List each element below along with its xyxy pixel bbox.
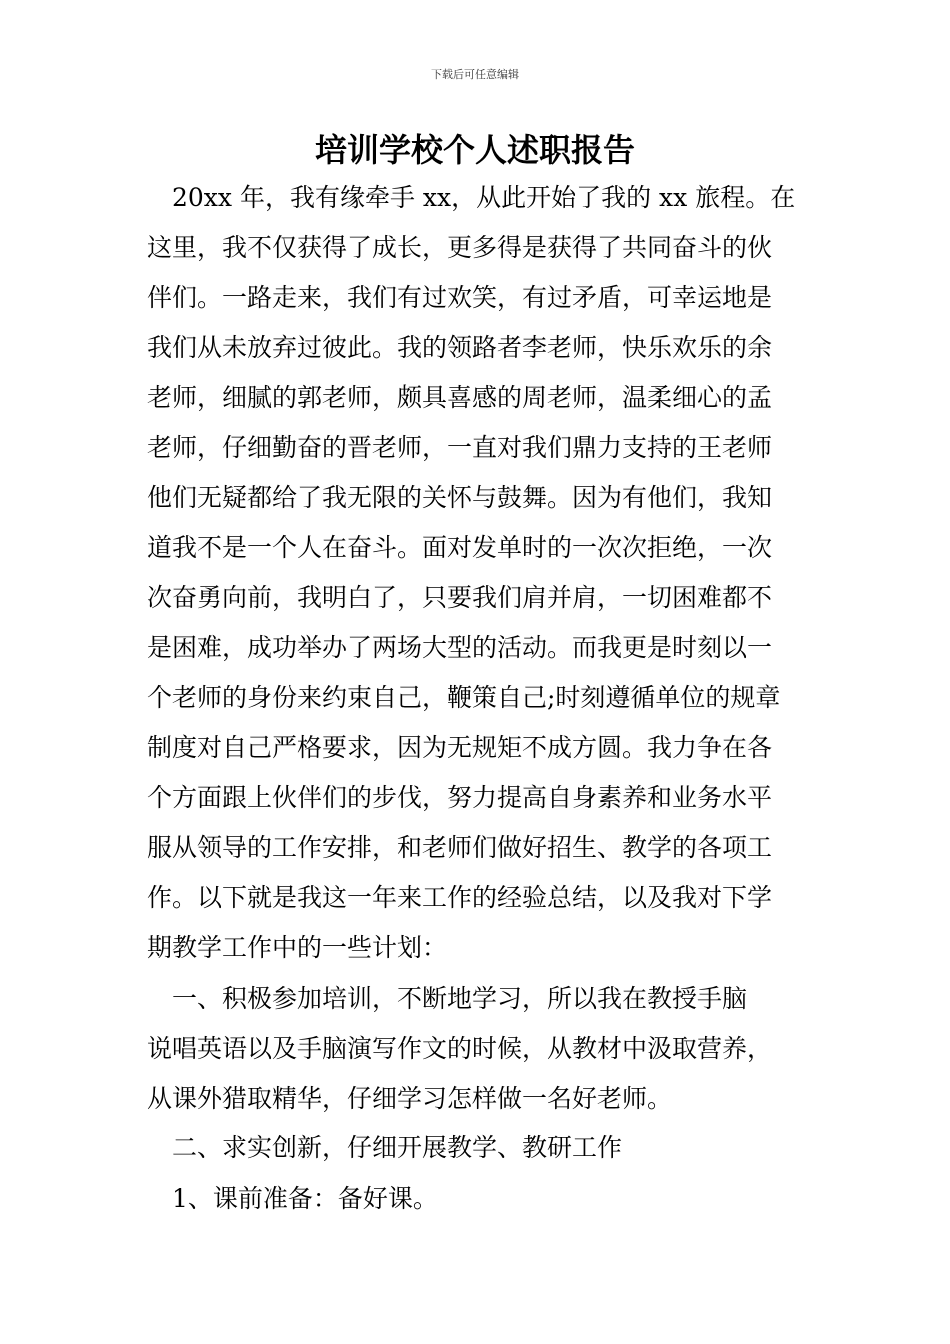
body-line: 从课外猎取精华，仔细学习怎样做一名好老师。 xyxy=(147,1084,673,1113)
body-line: 他们无疑都给了我无限的关怀与鼓舞。因为有他们，我知 xyxy=(147,483,773,512)
body-line: 服从领导的工作安排，和老师们做好招生、教学的各项工 xyxy=(147,833,773,862)
body-line: 我们从未放弃过彼此。我的领路者李老师，快乐欢乐的余 xyxy=(147,333,773,362)
body-line: 个老师的身份来约束自己，鞭策自己;时刻遵循单位的规章 xyxy=(147,683,781,712)
body-line: 是困难，成功举办了两场大型的活动。而我更是时刻以一 xyxy=(147,633,773,662)
body-line: 伴们。一路走来，我们有过欢笑，有过矛盾，可幸运地是 xyxy=(147,283,773,312)
body-line: 个方面跟上伙伴们的步伐，努力提高自身素养和业务水平 xyxy=(147,783,773,812)
body-line: 这里，我不仅获得了成长，更多得是获得了共同奋斗的伙 xyxy=(147,233,773,262)
document-title: 培训学校个人述职报告 xyxy=(314,131,635,169)
body-line: 老师，仔细勤奋的晋老师，一直对我们鼎力支持的王老师 xyxy=(147,433,773,462)
body-line: 一、积极参加培训，不断地学习，所以我在教授手脑 xyxy=(147,984,748,1013)
body-line: 作。以下就是我这一年来工作的经验总结，以及我对下学 xyxy=(147,883,773,912)
body-line: 说唱英语以及手脑演写作文的时候，从教材中汲取营养， xyxy=(147,1034,773,1063)
body-line: 次奋勇向前，我明白了，只要我们肩并肩，一切困难都不 xyxy=(147,583,773,612)
body-line: 制度对自己严格要求，因为无规矩不成方圆。我力争在各 xyxy=(147,733,773,762)
body-line: 二、求实创新，仔细开展教学、教研工作 xyxy=(147,1133,623,1162)
body-line: 道我不是一个人在奋斗。面对发单时的一次次拒绝，一次 xyxy=(147,533,773,562)
body-line: 老师，细腻的郭老师，颇具喜感的周老师，温柔细心的孟 xyxy=(147,383,773,412)
body-line: 1、课前准备：备好课。 xyxy=(147,1184,438,1213)
body-line: 20xx 年，我有缘牵手 xx，从此开始了我的 xx 旅程。在 xyxy=(147,183,796,212)
body-line: 期教学工作中的一些计划： xyxy=(147,933,448,962)
header-note: 下载后可任意编辑 xyxy=(431,68,519,81)
